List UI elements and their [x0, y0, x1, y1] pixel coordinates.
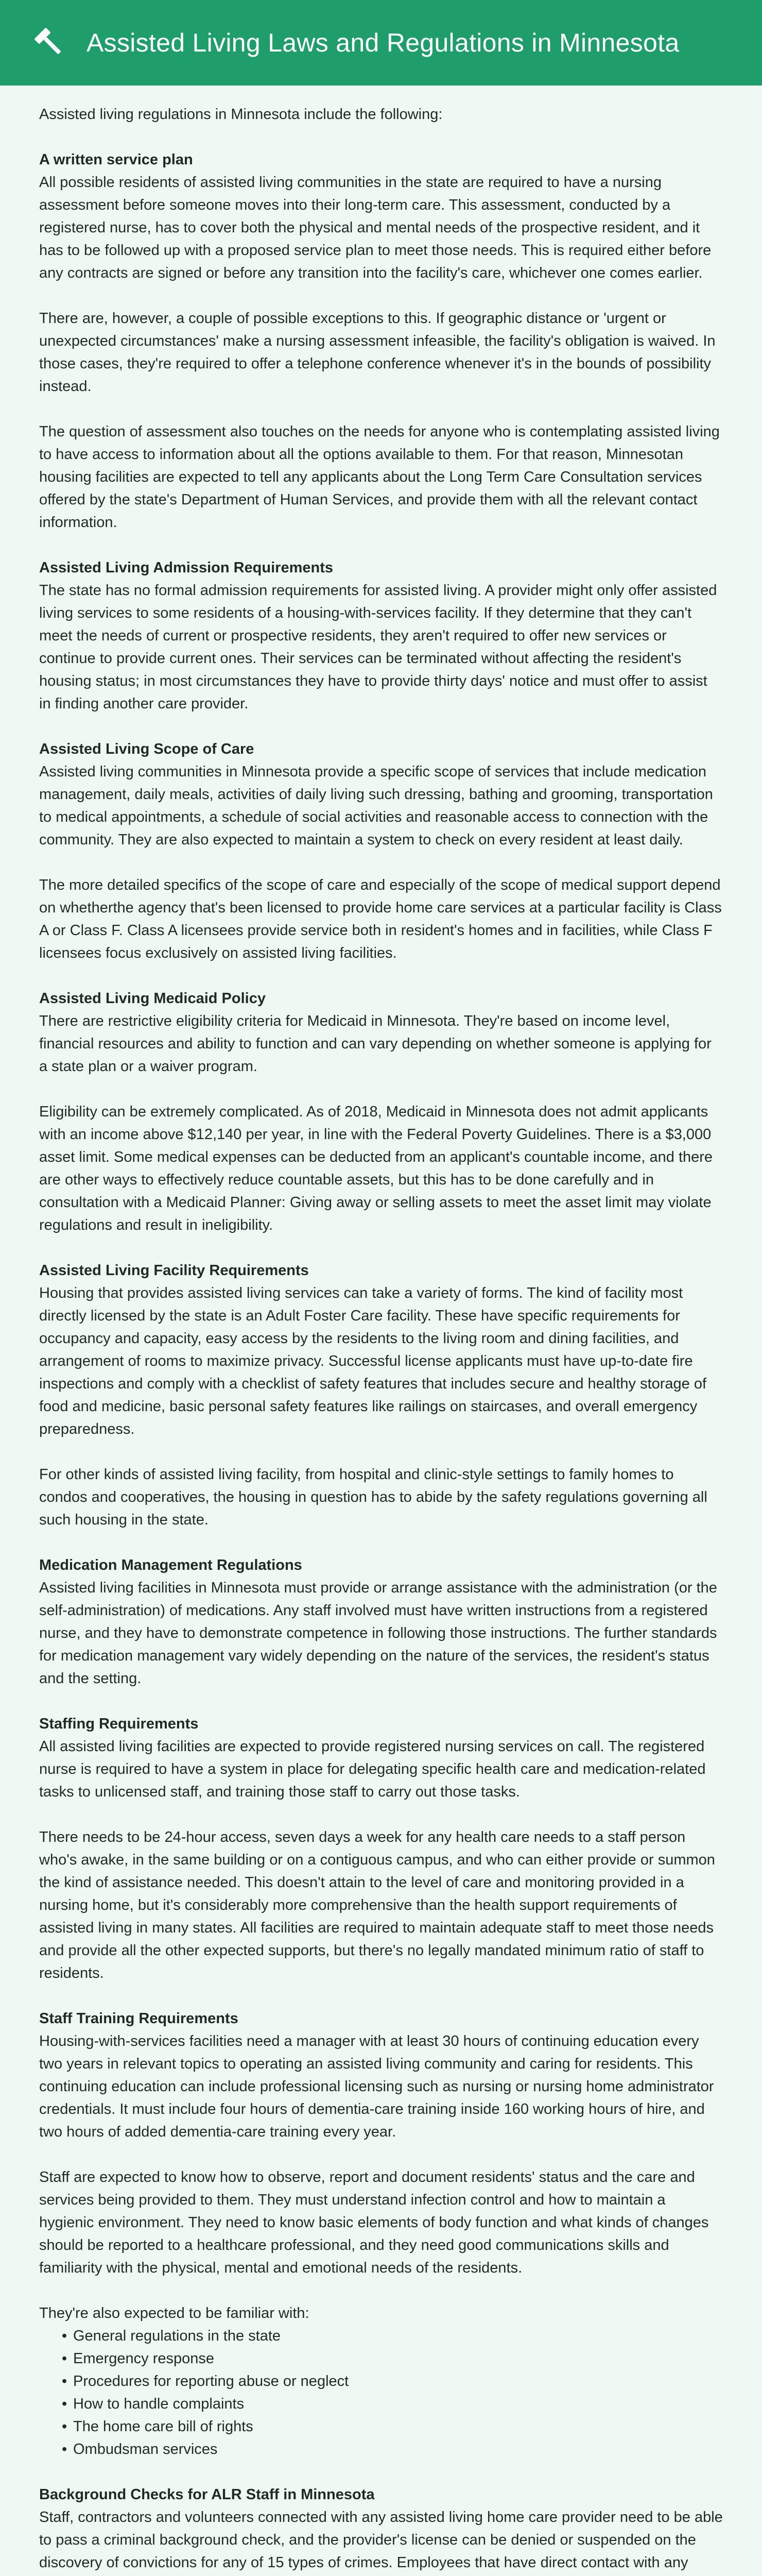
section-heading-scope: Assisted Living Scope of Care [39, 741, 254, 757]
page-title: Assisted Living Laws and Regulations in Minnesota [86, 28, 680, 57]
list-item: • Emergency response [62, 2347, 723, 2370]
paragraph: All possible residents of assisted living communities in the state are required to have a nursing assessment before someone moves into their long-term care. This assessment, conducted by a registered nurse, has to cover both the physical and mental needs of the prospective resident, and it has to be followed up with a proposed service plan to meet those needs. This is required either before any contracts are signed or before any transition into the facility's care, whichever one comes earlier. [39, 174, 712, 281]
section-heading-service-plan: A written service plan [39, 151, 193, 168]
section-heading-background: Background Checks for ALR Staff in Minnesota [39, 2486, 375, 2503]
paragraph: The more detailed specifics of the scope of care and especially of the scope of medical support depend on whetherthe agency that's been licensed to provide home care services at a particular facility is Class A or Class F. Class A licensees provide service both in resident's homes and in facilities, while Class F licensees focus exclusively on assisted living facilities. [39, 877, 722, 961]
section-heading-medicaid: Assisted Living Medicaid Policy [39, 990, 266, 1007]
intro-text: Assisted living regulations in Minnesota include the following: [39, 106, 443, 123]
paragraph: Housing that provides assisted living services can take a variety of forms. The kind of facility most directly licensed by the state is an Adult Foster Care facility. These have specific requirements for occupancy and capacity, easy access by the residents to the living room and dining facilities, and arrangement of rooms to maximize privacy. Successful license applicants must have up-to-date fire inspections and comply with a checklist of safety features that includes secure and healthy storage of food and medicine, basic personal safety features like railings on staircases, and overall emergency preparedness. [39, 1285, 707, 1437]
paragraph: Assisted living communities in Minnesota provide a specific scope of services that include medication management, daily meals, activities of daily living such dressing, bathing and grooming, transportation to medical appointments, a schedule of social activities and reasonable access to connection with the community. They are also expected to maintain a system to check on every resident at least daily. [39, 764, 713, 848]
paragraph: Staff are expected to know how to observe, report and document residents' status and the care and services being provided to them. They must understand infection control and how to maintain a hygienic environment. They need to know basic elements of body function and what kinds of changes should be reported to a healthcare professional, and they need good communications skills and familiarity with the physical, mental and emotional needs of the residents. [39, 2169, 709, 2276]
section-heading-training: Staff Training Requirements [39, 2010, 238, 2027]
paragraph: The state has no formal admission requirements for assisted living. A provider might only offer assisted living services to some residents of a housing-with-services facility. If they determine that they can't meet the needs of current or prospective residents, they aren't required to offer new services or continue to provide current ones. Their services can be terminated without affecting the resident's housing status; in most circumstances they have to provide thirty days' notice and must offer to assist in finding another care provider. [39, 582, 717, 712]
list-item: • General regulations in the state [62, 2325, 723, 2347]
page-header [0, 0, 762, 86]
gavel-icon [31, 24, 68, 61]
section-heading-staffing: Staffing Requirements [39, 1716, 199, 1732]
list-item: • Ombudsman services [62, 2438, 723, 2461]
list-item: • How to handle complaints [62, 2393, 723, 2415]
list-item: • Procedures for reporting abuse or neglect [62, 2370, 723, 2393]
article-body [0, 86, 762, 2576]
paragraph: There needs to be 24-hour access, seven days a week for any health care needs to a staff person who's awake, in the same building or on a contiguous campus, and who can either provide or summon the kind of assistance needed. This doesn't attain to the level of care and monitoring provided in a nursing home, but it's considerably more comprehensive than the health support requirements of assisted living in many states. All facilities are required to maintain adequate staff to meet those needs and provide all the other expected supports, but there's no legally mandated minimum ratio of staff to residents. [39, 1829, 715, 1981]
list-item: • The home care bill of rights [62, 2415, 723, 2438]
section-heading-admission: Assisted Living Admission Requirements [39, 560, 333, 576]
paragraph: Housing-with-services facilities need a manager with at least 30 hours of continuing education every two years in relevant topics to operating an assisted living community and caring for residents. This continuing education can include professional licensing such as nursing or nursing home administrator credentials. It must include four hours of dementia-care training inside 160 working hours of hire, and two hours of added dementia-care training every year. [39, 2033, 714, 2140]
paragraph: All assisted living facilities are expected to provide registered nursing services on call. The registered nurse is required to have a system in place for delegating specific health care and medication-related tasks to unlicensed staff, and training those staff to carry out those tasks. [39, 1738, 706, 1800]
paragraph: Eligibility can be extremely complicated. As of 2018, Medicaid in Minnesota does not admit applicants with an income above $12,140 per year, in line with the Federal Poverty Guidelines. There is a $3,000 asset limit. Some medical expenses can be deducted from an applicant's countable income, and there are other ways to effectively reduce countable assets, but this has to be done carefully and in consultation with a Medicaid Planner: Giving away or selling assets to meet the asset limit may violate regulations and result in ineligibility. [39, 1104, 713, 1233]
paragraph: The question of assessment also touches on the needs for anyone who is contemplating assisted living to have access to information about all the options available to them. For that reason, Minnesotan housing facilities are expected to tell any applicants about the Long Term Care Consultation services offered by the state's Department of Human Services, and provide them with all the relevant contact information. [39, 423, 720, 531]
paragraph: There are restrictive eligibility criteria for Medicaid in Minnesota. They're based on income level, financial resources and ability to function and can vary depending on whether someone is applying for a state plan or a waiver program. [39, 1013, 712, 1075]
paragraph: There are, however, a couple of possible exceptions to this. If geographic distance or 'urgent or unexpected circumstances' make a nursing assessment infeasible, the facility's obligation is waived. In those cases, they're required to offer a telephone conference whenever it's in the bounds of possibility instead. [39, 310, 716, 395]
section-heading-medication: Medication Management Regulations [39, 1557, 302, 1573]
paragraph: For other kinds of assisted living facility, from hospital and clinic-style settings to family homes to condos and cooperatives, the housing in question has to abide by the safety regulations governing all such housing in the state. [39, 1466, 707, 1528]
paragraph: Staff, contractors and volunteers connected with any assisted living home care provider need to be able to pass a criminal background check, and the provider's license can be denied or suspended on the discovery of convictions for any of 15 types of crimes. Employees that have direct contact with any [39, 2509, 723, 2571]
paragraph: Assisted living facilities in Minnesota must provide or arrange assistance with the administration (or the self-administration) of medications. Any staff involved must have written instructions from a registered nurse, and they have to demonstrate competence in following those instructions. The further standards for medication management vary widely depending on the nature of the services, the resident's status and the setting. [39, 1580, 717, 1687]
section-heading-facility: Assisted Living Facility Requirements [39, 1262, 309, 1279]
list-intro: They're also expected to be familiar with: [39, 2305, 309, 2321]
training-topics-list [39, 2325, 723, 2461]
